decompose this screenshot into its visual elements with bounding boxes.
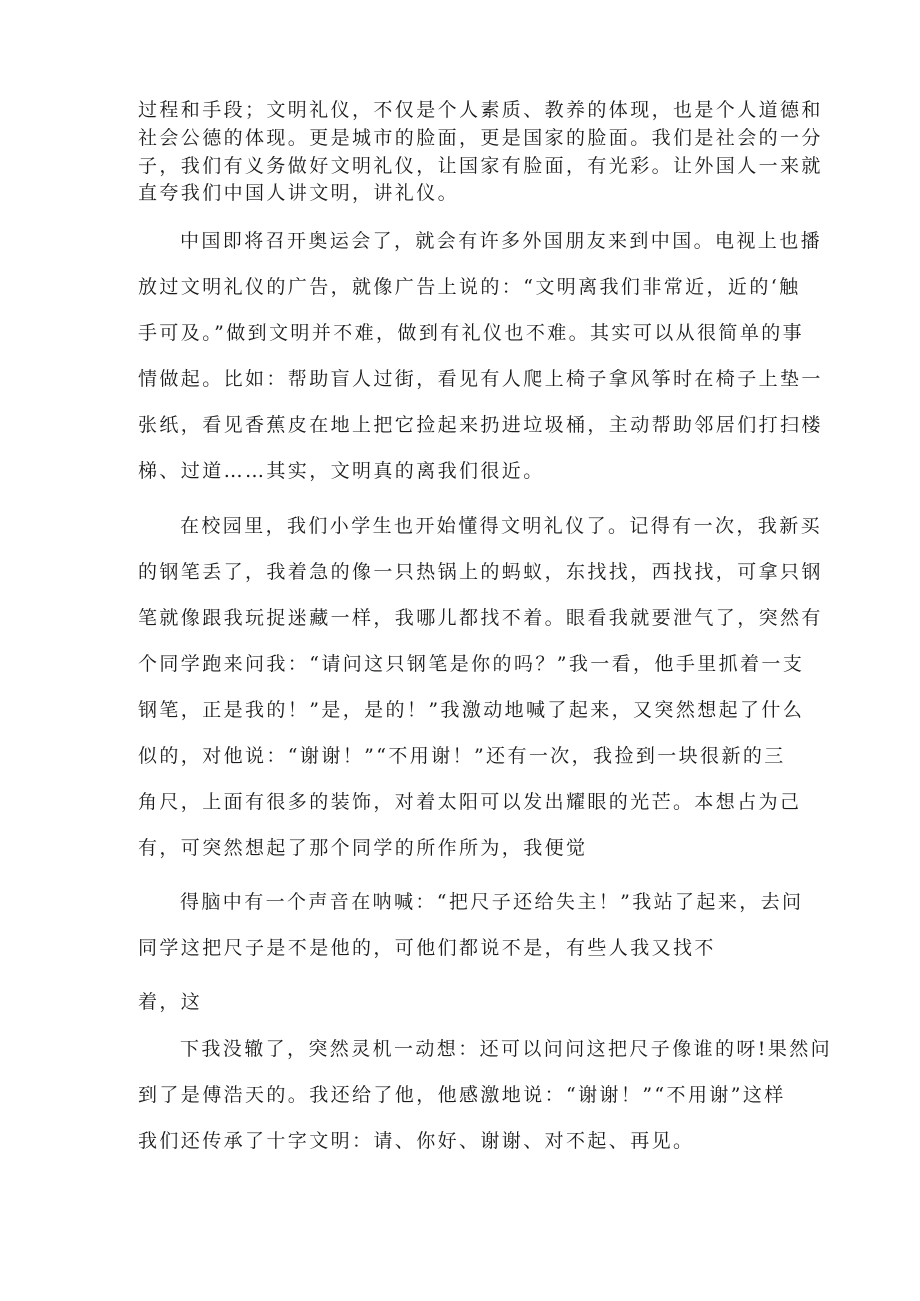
- text-line: 情做起。比如：帮助盲人过街，看见有人爬上椅子拿风筝时在椅子上垫一: [138, 368, 823, 390]
- text-line: 张纸，看见香蕉皮在地上把它捡起来扔进垃圾桶，主动帮助邻居们打扫楼: [138, 414, 823, 436]
- paragraph-first-line: 得脑中有一个声音在呐喊：“把尺子还给失主！”我站了起来，去问: [180, 891, 804, 913]
- text-line: 放过文明礼仪的广告，就像广告上说的：“文明离我们非常近，近的‘触: [138, 276, 801, 298]
- text-line: 梯、过道……其实，文明真的离我们很近。: [138, 460, 545, 482]
- text-line: 手可及。”做到文明并不难，做到有礼仪也不难。其实可以从很简单的事: [138, 322, 805, 344]
- text-line: 过程和手段；文明礼仪，不仅是个人素质、教养的体现，也是个人道德和: [138, 99, 823, 121]
- text-line: 社会公德的体现。更是城市的脸面，更是国家的脸面。我们是社会的一分: [138, 127, 823, 149]
- text-line: 钢笔，正是我的！”是，是的！”我激动地喊了起来，又突然想起了什么: [138, 699, 805, 721]
- text-line: 个同学跑来问我：“请问这只钢笔是你的吗？”我一看，他手里抓着一支: [138, 653, 805, 675]
- text-line: 角尺，上面有很多的装饰，对着太阳可以发出耀眼的光芒。本想占为己: [138, 791, 802, 813]
- text-line: 同学这把尺子是不是他的，可他们都说不是，有些人我又找不: [138, 937, 716, 959]
- text-line: 有，可突然想起了那个同学的所作所为，我便觉: [138, 837, 588, 859]
- paragraph-first-line: 中国即将召开奥运会了，就会有许多外国朋友来到中国。电视上也播: [180, 230, 823, 252]
- text-line: 到了是傅浩天的。我还给了他，他感激地说：“谢谢！”“不用谢”这样: [138, 1084, 786, 1106]
- paragraph-first-line: 下我没辙了，突然灵机一动想：还可以问问这把尺子像谁的呀!果然问: [180, 1038, 833, 1060]
- text-line: 子，我们有义务做好文明礼仪，让国家有脸面，有光彩。让外国人一来就: [138, 155, 823, 177]
- text-line: 直夸我们中国人讲文明，讲礼仪。: [138, 182, 460, 204]
- text-line: 着，这: [138, 991, 203, 1013]
- text-line: 我们还传承了十字文明：请、你好、谢谢、对不起、再见。: [138, 1130, 695, 1152]
- text-line: 似的，对他说：“谢谢！”“不用谢！”还有一次，我捡到一块很新的三: [138, 745, 786, 767]
- text-line: 的钢笔丢了，我着急的像一只热锅上的蚂蚁，东找找，西找找，可拿只钢: [138, 561, 823, 583]
- text-line: 笔就像跟我玩捉迷藏一样，我哪儿都找不着。眼看我就要泄气了，突然有: [138, 607, 823, 629]
- paragraph-first-line: 在校园里，我们小学生也开始懂得文明礼仪了。记得有一次，我新买: [180, 515, 823, 537]
